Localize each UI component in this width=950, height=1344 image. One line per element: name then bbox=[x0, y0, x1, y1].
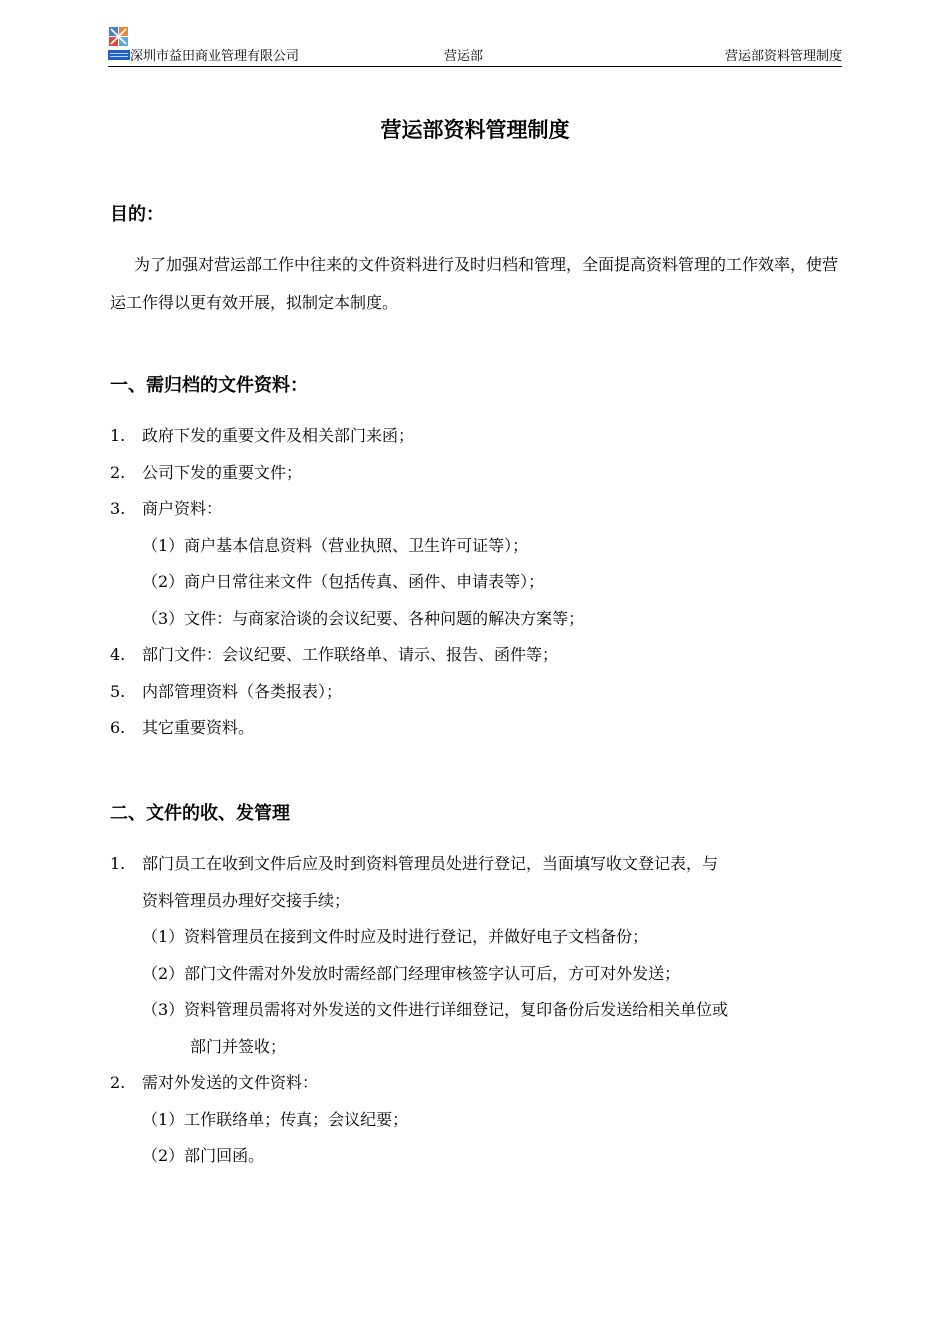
list-item-text: 部门文件：会议纪要、工作联络单、请示、报告、函件等； bbox=[142, 645, 559, 664]
sub-list-item: （1）资料管理员在接到文件时应及时进行登记，并做好电子文档备份； bbox=[142, 927, 649, 946]
sub-list-item: （3）文件：与商家洽谈的会议纪要、各种问题的解决方案等； bbox=[142, 609, 585, 628]
sub-list-item: （2）商户日常往来文件（包括传真、函件、申请表等）； bbox=[142, 572, 545, 591]
list-item-text: 部门员工在收到文件后应及时到资料管理员处进行登记，当面填写收文登记表，与 bbox=[142, 854, 719, 873]
list-item-text: 公司下发的重要文件； bbox=[142, 463, 303, 482]
list-item-number: 2. bbox=[110, 463, 126, 482]
sub-list-item-continued: 部门并签收； bbox=[190, 1037, 287, 1056]
sub-list-item: （2）部门回函。 bbox=[142, 1146, 265, 1165]
sub-list-item: （1）工作联络单；传真；会议纪要； bbox=[142, 1110, 409, 1129]
sub-list-item: （3）资料管理员需将对外发送的文件进行详细登记，复印备份后发送给相关单位或 bbox=[142, 1000, 729, 1019]
list-item-text: 内部管理资料（各类报表）； bbox=[142, 682, 343, 701]
page-header bbox=[108, 26, 842, 67]
sub-list-item: （1）商户基本信息资料（营业执照、卫生许可证等）； bbox=[142, 536, 529, 555]
list-item-number: 1. bbox=[110, 426, 126, 445]
list-item-number: 6. bbox=[110, 718, 126, 737]
list-item-text: 其它重要资料。 bbox=[142, 718, 255, 737]
header-document-title: 营运部资料管理制度 bbox=[724, 49, 842, 64]
list-item-number: 4. bbox=[110, 645, 126, 664]
list-item-text: 政府下发的重要文件及相关部门来函； bbox=[142, 426, 415, 445]
list-item-text: 商户资料： bbox=[142, 499, 223, 518]
list-item-number: 5. bbox=[110, 682, 126, 701]
header-department: 营运部 bbox=[444, 49, 484, 64]
company-logo-icon bbox=[108, 26, 130, 62]
header-company-name: 深圳市益田商业管理有限公司 bbox=[130, 49, 300, 64]
section1-heading: 一、需归档的文件资料： bbox=[110, 375, 308, 396]
list-item-number: 2. bbox=[110, 1073, 126, 1092]
list-item-number: 3. bbox=[110, 499, 126, 518]
section2-heading: 二、文件的收、发管理 bbox=[110, 803, 290, 824]
document-title: 营运部资料管理制度 bbox=[380, 118, 570, 142]
list-item-text: 需对外发送的文件资料： bbox=[142, 1073, 319, 1092]
list-item-number: 1. bbox=[110, 854, 126, 873]
purpose-paragraph: 为了加强对营运部工作中往来的文件资料进行及时归档和管理，全面提高资料管理的工作效率，使营运工作得以更有效开展，拟制定本制度。 bbox=[110, 255, 839, 312]
sub-list-item: （2）部门文件需对外发放时需经部门经理审核签字认可后，方可对外发送； bbox=[142, 964, 681, 983]
purpose-heading: 目的： bbox=[110, 204, 164, 225]
list-item-text-continued: 资料管理员办理好交接手续； bbox=[142, 891, 351, 910]
